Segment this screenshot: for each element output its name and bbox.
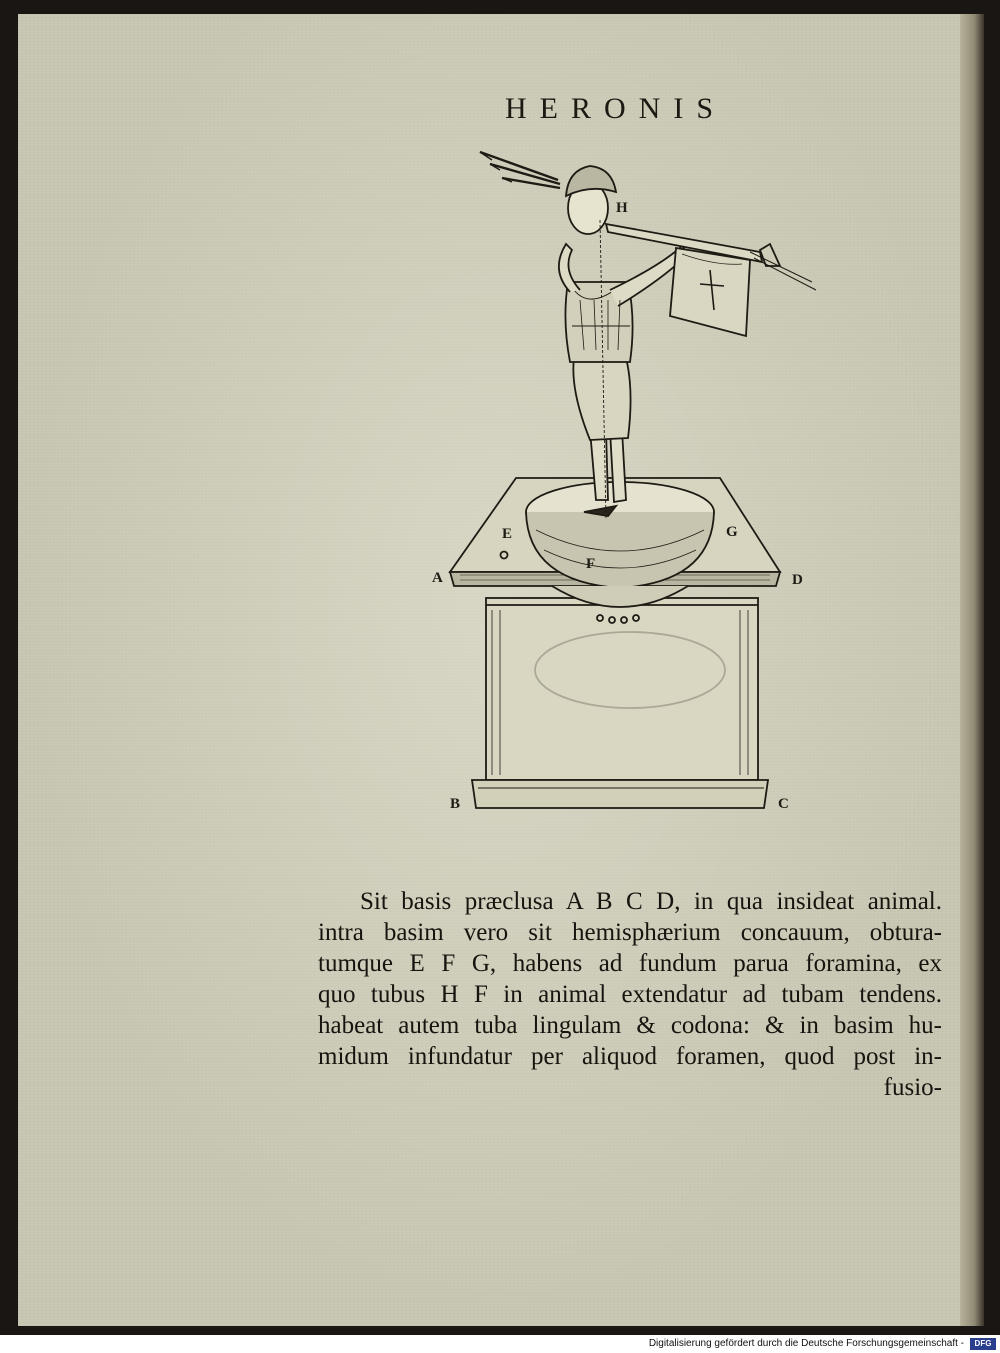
woodcut-figure	[420, 140, 840, 820]
text-line: Sit basis præclusa A B C D, in qua insideat animal.	[360, 888, 942, 915]
text-line: habeat autem tuba lingulam & codona: & in basim hu-	[318, 1012, 942, 1039]
text-line: tumque E F G, habens ad fundum parua foramina, ex	[318, 950, 942, 977]
funding-notice: Digitalisierung gefördert durch die Deutsche Forschungsgemeinschaft -	[648, 1338, 964, 1349]
body-text	[318, 886, 942, 1103]
catchword: fusio-	[883, 1074, 942, 1101]
running-head: HERONIS	[505, 92, 727, 125]
text-line: midum infundatur per aliquod foramen, quod post in-	[318, 1043, 942, 1070]
label-H: H	[616, 200, 628, 216]
dfg-logo: DFG	[970, 1338, 996, 1350]
footer-bar	[0, 1335, 1000, 1353]
page-edge	[960, 14, 984, 1326]
label-B: B	[450, 796, 461, 812]
text-line: intra basim vero sit hemisphærium concauum, obtura-	[318, 919, 942, 946]
label-G: G	[726, 524, 738, 540]
label-A: A	[432, 570, 443, 586]
label-C: C	[778, 796, 789, 812]
trumpeter	[480, 152, 688, 520]
label-D: D	[792, 572, 803, 588]
label-E: E	[502, 526, 513, 542]
pedestal	[472, 598, 768, 808]
text-line: quo tubus H F in animal extendatur ad tubam tendens.	[318, 981, 942, 1008]
label-F: F	[586, 556, 596, 572]
